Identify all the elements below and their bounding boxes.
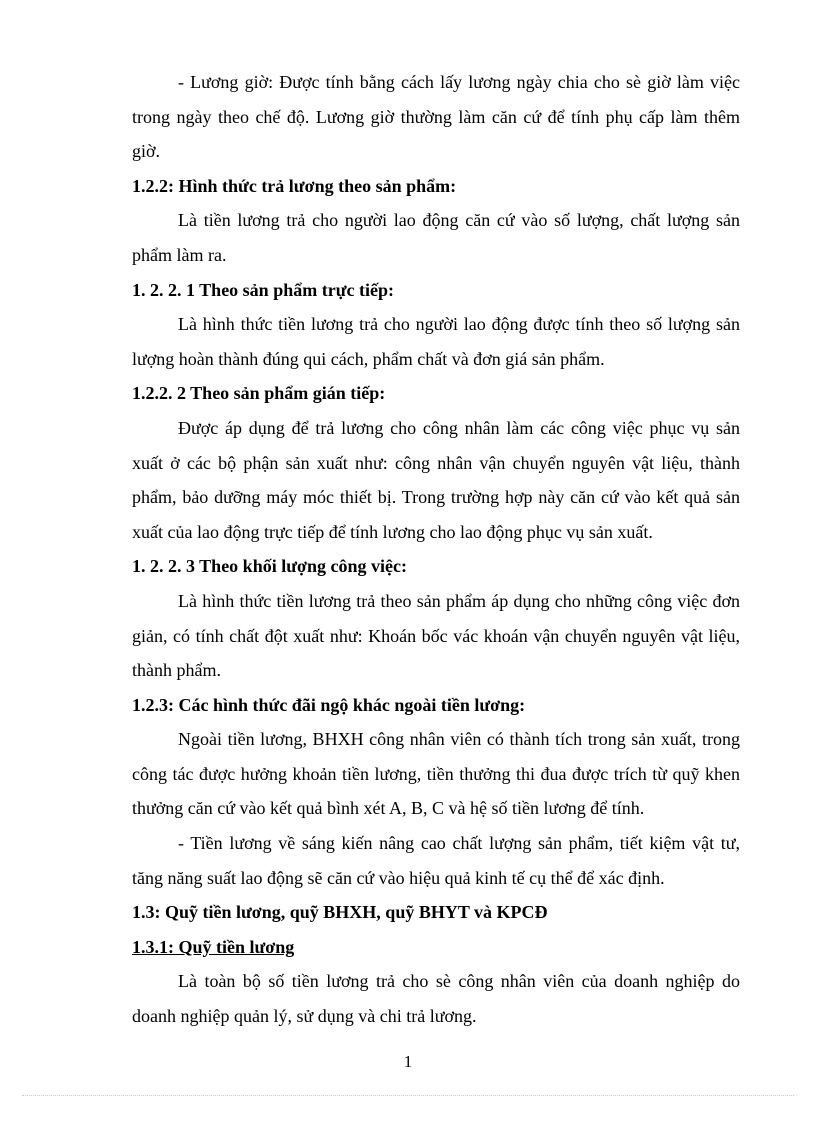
heading-1-3-1-text: 1.3.1: Quỹ tiền lương [132, 936, 295, 957]
paragraph-direct-product: Là hình thức tiền lương trả cho người lao động được tính theo số lượng sản lượng hoàn thành đúng qui cách, phẩm chất và đơn giá sản phẩm. [132, 314, 740, 369]
paragraph-wage-fund: Là toàn bộ số tiền lương trả cho sè công nhân viên của doanh nghiệp do doanh nghiệp quản lý, sử dụng và chi trả lương. [132, 971, 740, 1027]
heading-1-2-3: 1.2.3: Các hình thức đãi ngộ khác ngoài tiền lương: [132, 694, 526, 715]
heading-1-2-2-2: 1.2.2. 2 Theo sản phẩm gián tiếp: [132, 383, 386, 404]
heading-1-2-2-1: 1. 2. 2. 1 Theo sản phẩm trực tiếp: [132, 279, 394, 300]
page-body [132, 65, 740, 1034]
paragraph-indirect-product: Được áp dụng để trả lương cho công nhân làm các công việc phục vụ sản xuất ở các bộ phận sản xuất như: công nhân vận chuyển nguyên vật liệu, thành phẩm, bảo dưỡng máy móc thiết bị. Trong trường hợp này căn cứ vào kết quả sản xuất của lao động trực tiếp để tính lương cho lao động phục vụ sản xuất. [132, 417, 740, 542]
heading-1-3: 1.3: Quỹ tiền lương, quỹ BHXH, quỹ BHYT và KPCĐ [132, 902, 548, 923]
heading-1-3-1 [132, 930, 740, 965]
page-bottom-divider [22, 1095, 794, 1096]
paragraph-other-benefits: Ngoài tiền lương, BHXH công nhân viên có thành tích trong sản xuất, trong công tác được hưởng khoản tiền lương, tiền thưởng thi đua được trích từ quỹ khen thưởng căn cứ vào kết quả bình xét A, B, C và hệ số tiền lương để tính. [132, 729, 740, 819]
page-number: 1 [403, 1052, 413, 1071]
heading-1-2-2-3: 1. 2. 2. 3 Theo khối lượng công việc: [132, 556, 407, 577]
paragraph-hourly-wage: - Lương giờ: Được tính bằng cách lấy lương ngày chia cho sè giờ làm việc trong ngày theo chế độ. Lương giờ thường làm căn cứ để tính phụ cấp làm thêm giờ. [132, 72, 740, 162]
paragraph-product-wage: Là tiền lương trả cho người lao động căn cứ vào số lượng, chất lượng sản phẩm làm ra. [132, 210, 740, 265]
heading-1-2-2: 1.2.2: Hình thức trả lương theo sản phẩm: [132, 175, 457, 196]
paragraph-innovation-wage: - Tiền lương về sáng kiến nâng cao chất lượng sản phẩm, tiết kiệm vật tư, tăng năng suất lao động sẽ căn cứ vào hiệu quả kinh tế cụ thể để xác định. [132, 833, 740, 888]
paragraph-workload: Là hình thức tiền lương trả theo sản phẩm áp dụng cho những công việc đơn giản, có tính chất đột xuất như: Khoán bốc vác khoán vận chuyển nguyên vật liệu, thành phẩm. [132, 590, 740, 681]
